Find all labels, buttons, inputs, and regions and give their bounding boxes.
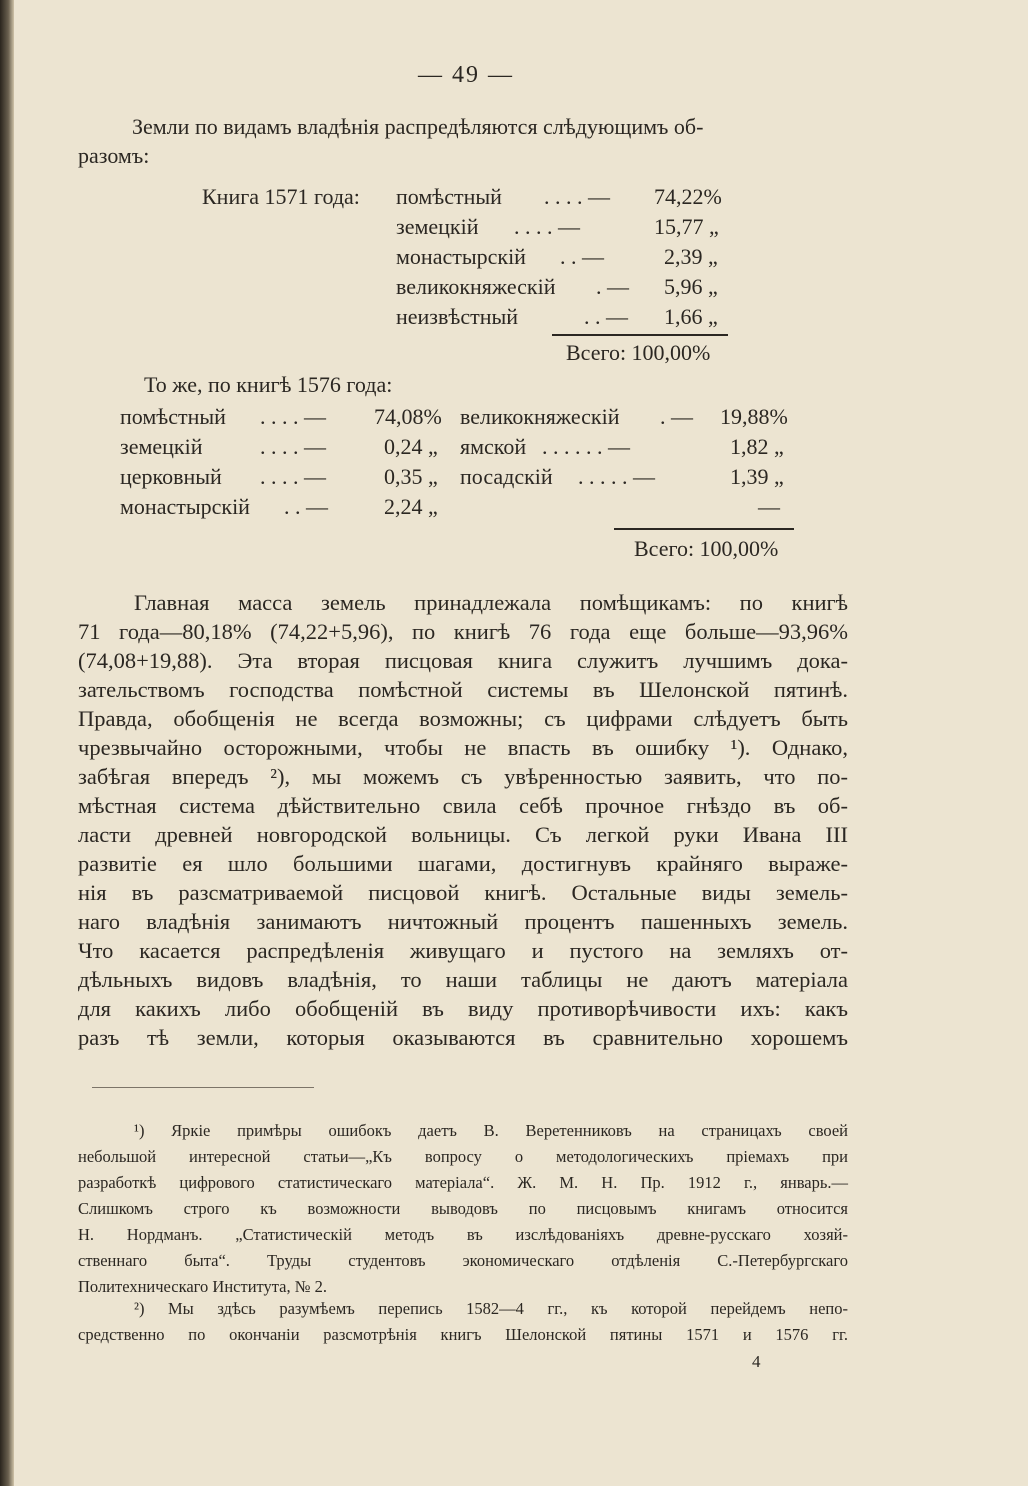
paragraph-line: чрезвычайно осторожными, чтобы не впасть въ ошибку ¹). Однако, [78, 735, 848, 760]
paragraph-line: мѣстная система дѣйствительно свила себѣ прочное гнѣздо въ об- [78, 793, 848, 818]
table2-left-value: 0,24 „ [384, 434, 438, 459]
footnote-line: ²) Мы здѣсь разумѣемъ перепись 1582—4 гг., къ которой перейдемъ непо- [134, 1299, 848, 1318]
table2-right-leader: . . . . . . — [542, 434, 630, 459]
intro-line-2: разомъ: [78, 143, 150, 168]
table1-total: Всего: 100,00% [566, 340, 711, 365]
paragraph-line: для какихъ либо обобщеній въ виду противорѣчивости ихъ: какъ [78, 996, 848, 1021]
table1-row-leader: . . . . — [544, 184, 610, 209]
table2-right-leader: . — [660, 404, 693, 429]
table2-left-leader: . . . . — [260, 404, 326, 429]
table2-right-name: ямской [460, 434, 527, 459]
table1-row-value: 15,77 „ [654, 214, 719, 239]
book-spine-shadow [0, 0, 14, 1486]
footnote-line: средственно по окончаніи разсмотрѣнія книгъ Шелонской пятины 1571 и 1576 гг. [78, 1325, 848, 1344]
table2-left-name: помѣстный [120, 404, 226, 429]
footnote-line: разработкѣ цифрового статистическаго матеріала“. Ж. М. Н. Пр. 1912 г., январь.— [78, 1173, 848, 1192]
table2-left-leader: . . . . — [260, 464, 326, 489]
paragraph-line: забѣгая впередъ ²), мы можемъ съ увѣренностью заявить, что по- [78, 764, 848, 789]
printer-signature: 4 [752, 1352, 761, 1371]
paragraph-line: Что касается распредѣленія живущаго и пустого на земляхъ от- [78, 938, 848, 963]
footnote-rule [92, 1087, 314, 1088]
table2-total-rule [614, 528, 794, 530]
paragraph-line: зательствомъ господства помѣстной системы въ Шелонской пятинѣ. [78, 677, 848, 702]
table2-right-name: посадскій [460, 464, 553, 489]
table2-left-value: 0,35 „ [384, 464, 438, 489]
table2-right-value: 1,39 „ [730, 464, 784, 489]
table2-left-name: монастырскій [120, 494, 250, 519]
footnote-line: Н. Нордманъ. „Статистическій методъ въ изслѣдованіяхъ древне-русскаго хозяй- [78, 1225, 848, 1244]
paragraph-line: 71 года—80,18% (74,22+5,96), по книгѣ 76 года еще больше—93,96% [78, 619, 848, 644]
paragraph-line: дѣльныхъ видовъ владѣнія, то наши таблицы не даютъ матеріала [78, 967, 848, 992]
table1-row-value: 5,96 „ [664, 274, 718, 299]
table2-right-value: — [758, 494, 780, 519]
paragraph-line: разъ тѣ земли, которыя оказываются въ сравнительно хорошемъ [78, 1025, 848, 1050]
footnote-2 [78, 1296, 848, 1348]
table2-right-value: 19,88% [720, 404, 788, 429]
paragraph-line: развитіе ея шло большими шагами, достигнувъ крайняго выраже- [78, 851, 848, 876]
paragraph-line: наго владѣнія занимаютъ ничтожный процентъ пашенныхъ земель. [78, 909, 848, 934]
footnote-line: Слишкомъ строго къ возможности выводовъ по писцовымъ книгамъ относится [78, 1199, 848, 1218]
table2-left-value: 2,24 „ [384, 494, 438, 519]
page-number: — 49 — [418, 62, 514, 88]
table1-row-name: монастырскій [396, 244, 526, 269]
paragraph-line: ласти древней новгородской вольницы. Съ легкой руки Ивана III [78, 822, 848, 847]
table2-left-leader: . . — [284, 494, 328, 519]
table2-right-leader: . . . . . — [578, 464, 655, 489]
table1-row-leader: . . . . — [514, 214, 580, 239]
footnote-line: ¹) Яркіе примѣры ошибокъ даетъ В. Веретенниковъ на страницахъ своей [134, 1121, 848, 1140]
table1-row-leader: . . — [584, 304, 628, 329]
table2-left-leader: . . . . — [260, 434, 326, 459]
table2-left-name: земецкій [120, 434, 203, 459]
table1-row-leader: . . — [560, 244, 604, 269]
footnote-line: ственнаго быта“. Труды студентовъ экономическаго отдѣленія С.-Петербургскаго [78, 1251, 848, 1270]
intro-paragraph [78, 112, 838, 170]
table1-total-rule [552, 334, 728, 336]
table1-row-value: 1,66 „ [664, 304, 718, 329]
table2-label: То же, по книгѣ 1576 года: [144, 372, 393, 397]
table2-left-value: 74,08% [374, 404, 442, 429]
paragraph-line: (74,08+19,88). Эта вторая писцовая книга служитъ лучшимъ дока- [78, 648, 848, 673]
table1-row-name: неизвѣстный [396, 304, 519, 329]
table1-row-name: великокняжескій [396, 274, 556, 299]
table2-total: Всего: 100,00% [634, 536, 779, 561]
table1-label: Книга 1571 года: [202, 184, 360, 209]
table1-row-value: 2,39 „ [664, 244, 718, 269]
table2-left-name: церковный [120, 464, 222, 489]
table2-right-value: 1,82 „ [730, 434, 784, 459]
footnote-line: Политехническаго Института, № 2. [78, 1277, 327, 1296]
table1-row-leader: . — [596, 274, 629, 299]
table1-row-name: земецкій [396, 214, 479, 239]
paragraph-line: Правда, обобщенія не всегда возможны; съ цифрами слѣдуетъ быть [78, 706, 848, 731]
footnote-1 [78, 1118, 848, 1300]
table1-row-name: помѣстный [396, 184, 502, 209]
paragraph-line: Главная масса земель принадлежала помѣщикамъ: по книгѣ [134, 590, 848, 615]
main-paragraph [78, 588, 848, 1052]
footnote-line: небольшой интересной статьи—„Къ вопросу о методологическихъ пріемахъ при [78, 1147, 848, 1166]
intro-line-1: Земли по видамъ владѣнія распредѣляются слѣдующимъ об- [132, 114, 704, 139]
table1-row-value: 74,22% [654, 184, 722, 209]
paragraph-line: нія въ разсматриваемой писцовой книгѣ. Остальные виды земель- [78, 880, 848, 905]
table2-right-name: великокняжескій [460, 404, 620, 429]
book-page [14, 0, 1028, 1486]
